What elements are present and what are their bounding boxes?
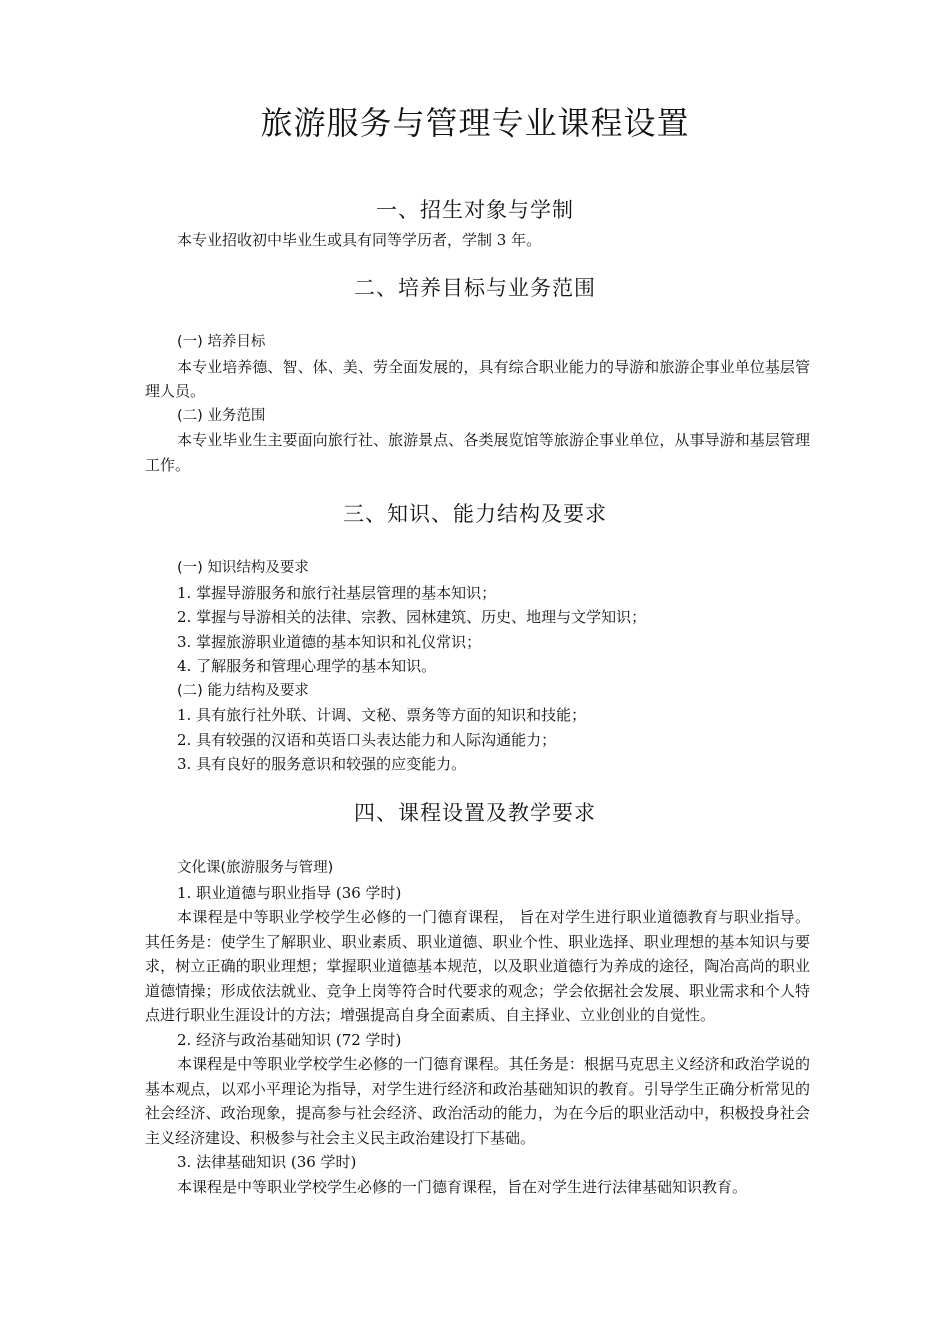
page-title: 旅游服务与管理专业课程设置: [260, 104, 690, 142]
knowledge-item-1: 1. 掌握导游服务和旅行社基层管理的基本知识；: [177, 583, 497, 602]
ability-item-1: 1. 具有旅行社外联、计调、文秘、票务等方面的知识和技能；: [177, 706, 587, 724]
section-1-body: [145, 228, 810, 253]
course-1-title: 1. 职业道德与职业指导 (36 学时): [177, 883, 402, 902]
ability-item-3: 3. 具有良好的服务意识和较强的应变能力。: [177, 755, 467, 773]
section-2-sub-2: (二) 业务范围: [177, 407, 266, 424]
section-3-sub-1: (一) 知识结构及要求: [177, 560, 309, 576]
section-3-sub-2: (二) 能力结构及要求: [177, 682, 309, 699]
ability-item-2: 2. 具有较强的汉语和英语口头表达能力和人际沟通能力；: [177, 730, 557, 749]
section-1-heading: 一、招生对象与学制: [376, 198, 574, 222]
course-2-text: 本课程是中等职业学校学生必修的一门德育课程。其任务是：根据马克思主义经济和政治学说的基本观点，以邓小平理论为指导，对学生进行经济和政治基础知识的教育。引导学生正确分析常见的社会经济、政治现象，提高参与社会经济、政治活动的能力，为在今后的职业活动中，积极投身社会主义经济建设、积极参与社会主义民主政治建设打下基础。: [145, 1055, 810, 1147]
section-2-text-2: 本专业毕业生主要面向旅行社、旅游景点、各类展览馆等旅游企事业单位，从事导游和基层管理工作。: [145, 431, 810, 474]
section-3-heading: 三、知识、能力结构及要求: [343, 502, 607, 526]
section-3-body: [145, 556, 810, 777]
knowledge-item-3: 3. 掌握旅游职业道德的基本知识和礼仪常识；: [177, 632, 482, 651]
course-1-text: 本课程是中等职业学校学生必修的一门德育课程， 旨在对学生进行职业道德教育与职业指导。其任务是：使学生了解职业、职业素质、职业道德、职业个性、职业选择、职业理想的基本知识与要求，树立正确的职业理想；掌握职业道德基本规范，以及职业道德行为养成的途径，陶冶高尚的职业道德情操；形成依法就业、竞争上岗等符合时代要求的观念；学会依据社会发展、职业需求和个人特点进行职业生涯设计的方法；增强提高自身全面素质、自主择业、立业创业的自觉性。: [145, 908, 810, 1024]
section-4-body: [145, 856, 810, 1199]
section-4-sub-1: 文化课(旅游服务与管理): [177, 860, 334, 876]
course-2-title: 2. 经济与政治基础知识 (72 学时): [177, 1030, 402, 1049]
section-2-sub-1: (一) 培养目标: [177, 334, 266, 350]
knowledge-item-4: 4. 了解服务和管理心理学的基本知识。: [177, 657, 437, 675]
section-4-heading: 四、课程设置及教学要求: [354, 801, 596, 825]
section-2-heading: 二、培养目标与业务范围: [354, 276, 596, 300]
knowledge-item-2: 2. 掌握与导游相关的法律、宗教、园林建筑、历史、地理与文学知识；: [177, 608, 647, 626]
section-2-body: [145, 330, 810, 477]
section-1-text: 本专业招收初中毕业生或具有同等学历者，学制 3 年。: [177, 231, 542, 249]
course-3-title: 3. 法律基础知识 (36 学时): [177, 1153, 357, 1171]
section-2-text-1: 本专业培养德、智、体、美、劳全面发展的，具有综合职业能力的导游和旅游企事业单位基层管理人员。: [145, 357, 810, 400]
course-3-text: 本课程是中等职业学校学生必修的一门德育课程，旨在对学生进行法律基础知识教育。: [177, 1177, 748, 1196]
